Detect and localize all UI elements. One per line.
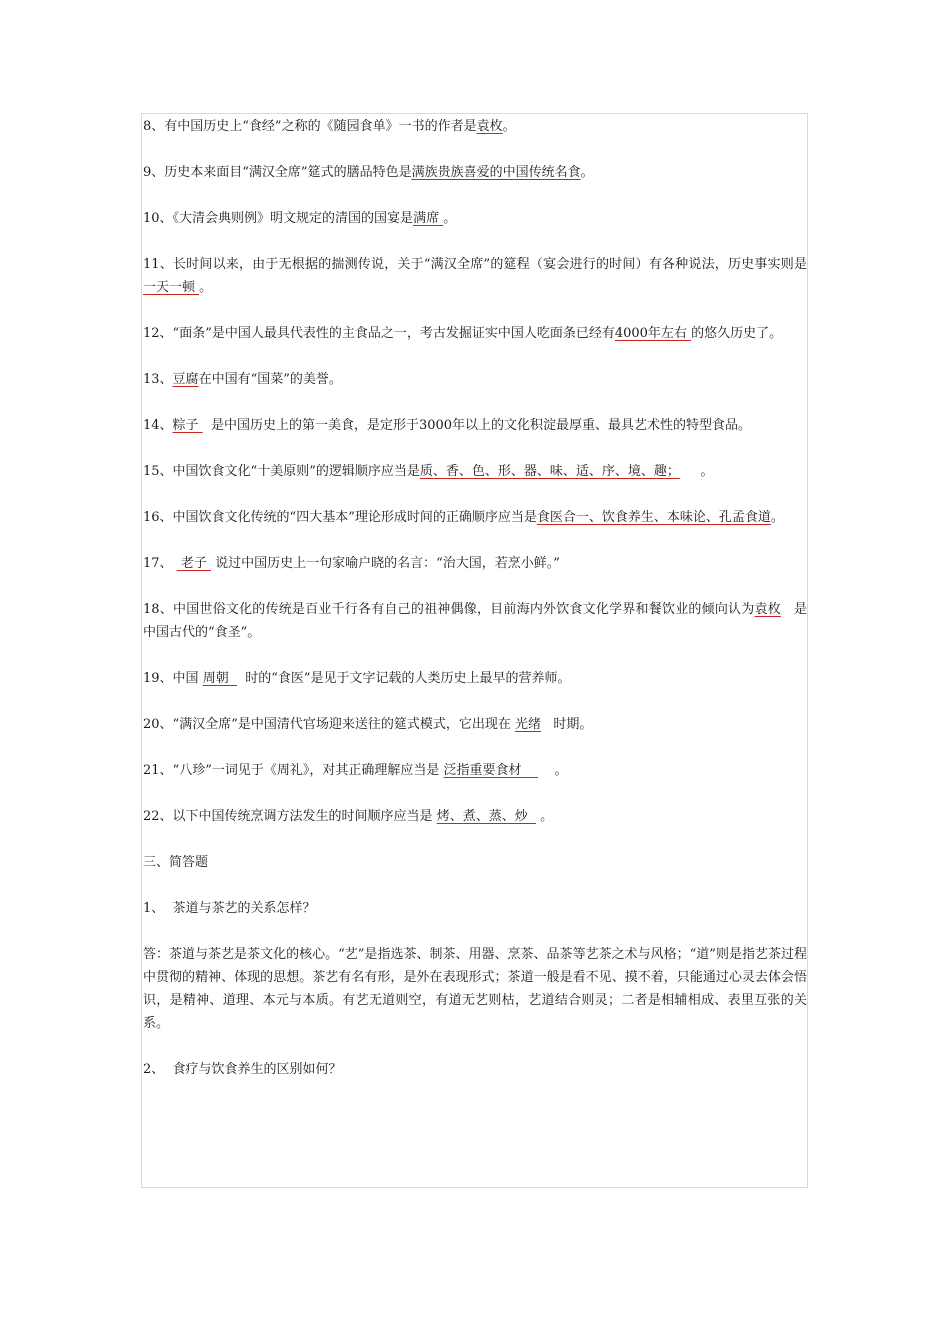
question-item (143, 460, 807, 483)
question-number: 22、 (143, 809, 173, 824)
question-number: 20、 (143, 717, 173, 732)
question-item (143, 414, 807, 437)
question-text: 。 (770, 510, 784, 525)
answer-blank: 食医合一、饮食养生、本味论、孔孟食道 (536, 510, 771, 525)
question-text: “面条”是中国人最具代表性的主食品之一，考古发掘证实中国人吃面条已经有 (172, 326, 615, 341)
question-item (143, 253, 807, 299)
question-text: 的悠久历史了。 (691, 326, 783, 341)
question-item (143, 713, 807, 736)
question-number: 12、 (143, 326, 173, 341)
question-number: 19、 (143, 671, 173, 686)
question-text: 长时间以来，由于无根据的揣测传说，关于“满汉全席”的筵程（宴会进行的时间）有各种说法，历史事实则是 (172, 257, 807, 272)
question-item (143, 667, 807, 690)
answer-blank: 袁枚 (476, 119, 503, 134)
question-item (143, 805, 807, 828)
question-number: 16、 (143, 510, 173, 525)
question-number: 18、 (143, 602, 173, 617)
question-text: 。 (538, 763, 568, 778)
question-item (143, 506, 807, 529)
question-2: 2、 食疗与饮食养生的区别如何？ (143, 1062, 342, 1077)
question-text: 说过中国历史上一句家喻户晓的名言：“治大国，若烹小鲜。” (210, 556, 560, 571)
answer-blank: 粽子 (172, 418, 203, 433)
answer-blank: 老子 (176, 556, 211, 571)
question-text: 有中国历史上“食经”之称的《随园食单》一书的作者是 (164, 119, 477, 134)
answer-1: 答：茶道与茶艺是茶文化的核心。“艺”是指选茶、制茶、用器、烹茶、品茶等艺茶之术与风格；“道”则是指艺茶过程中贯彻的精神、体现的思想。茶艺有名有形，是外在表现形式；茶道一般是看不见、摸不着，只能通过心灵去体会悟识，是精神、道理、本元与本质。有艺无道则空，有道无艺则枯，艺道结合则灵；二者是相辅相成、表里互张的关系。 (143, 947, 807, 1031)
question-item (143, 115, 807, 138)
section-heading: 三、简答题 (143, 855, 209, 870)
question-text: 在中国有“国菜”的美誉。 (198, 372, 342, 387)
question-item (143, 552, 807, 575)
question-text: 中国饮食文化传统的“四大基本”理论形成时间的正确顺序应当是 (172, 510, 537, 525)
question-text: 是中国古代的“食圣”。 (143, 602, 807, 640)
question-text: 是中国历史上的第一美食，是定形于3000年以上的文化积淀最厚重、最具艺术性的特型食品。 (202, 418, 752, 433)
question-item (143, 759, 807, 782)
question-number: 15、 (143, 464, 173, 479)
question-number: 9、 (143, 165, 165, 180)
question-text: 。 (199, 280, 213, 295)
question-text: 。 (580, 165, 594, 180)
document-body (143, 115, 807, 1104)
question-item (143, 368, 807, 391)
question-item (143, 161, 807, 184)
question-text: 时的“食医”是见于文字记载的人类历史上最早的营养师。 (236, 671, 571, 686)
question-text: “八珍”一词见于《周礼》，对其正确理解应当是 (172, 763, 444, 778)
answer-blank: 一天一顿 (143, 280, 200, 295)
answer-blank: 泛指重要食材 (443, 763, 539, 778)
question-number: 14、 (143, 418, 173, 433)
question-number: 13、 (143, 372, 173, 387)
question-number: 11、 (143, 257, 173, 272)
question-text: 。 (535, 809, 554, 824)
answer-blank: 4000年左右 (614, 326, 692, 341)
question-1: 1、 茶道与茶艺的关系怎样？ (143, 901, 316, 916)
question-text: 。 (443, 211, 457, 226)
question-item (143, 322, 807, 345)
question-number: 10、 (143, 211, 173, 226)
question-text: 中国饮食文化“十美原则”的逻辑顺序应当是 (172, 464, 420, 479)
question-text: “满汉全席”是中国清代官场迎来送往的筵式模式，它出现在 (172, 717, 515, 732)
question-text: 历史本来面目“满汉全席”筵式的膳品特色是 (164, 165, 412, 180)
question-item (143, 207, 807, 230)
answer-blank: 质、香、色、形、器、味、适、序、境、趣； (419, 464, 680, 479)
question-text: 时期。 (541, 717, 593, 732)
answer-blank: 满席 (413, 211, 444, 226)
answer-blank: 袁枚 (754, 602, 781, 617)
question-number: 17、 (143, 556, 173, 571)
question-text: 。 (679, 464, 714, 479)
question-item (143, 598, 807, 644)
question-number: 21、 (143, 763, 173, 778)
answer-blank: 烤、煮、蒸、炒 (436, 809, 536, 824)
question-text: 。 (502, 119, 516, 134)
question-text: 《大清会典则例》明文规定的清国的国宴是 (172, 211, 414, 226)
answer-blank: 满族贵族喜爱的中国传统名食 (411, 165, 581, 180)
answer-blank: 豆腐 (172, 372, 199, 387)
fill-in-questions (143, 115, 807, 828)
question-text: 中国世俗文化的传统是百业千行各有自己的祖神偶像，目前海内外饮食文化学界和餐饮业的倾向认为 (172, 602, 755, 617)
answer-blank: 光绪 (514, 717, 541, 732)
answer-blank: 周朝 (202, 671, 237, 686)
question-number: 8、 (143, 119, 165, 134)
question-text: 中国 (172, 671, 203, 686)
question-text: 以下中国传统烹调方法发生的时间顺序应当是 (172, 809, 437, 824)
